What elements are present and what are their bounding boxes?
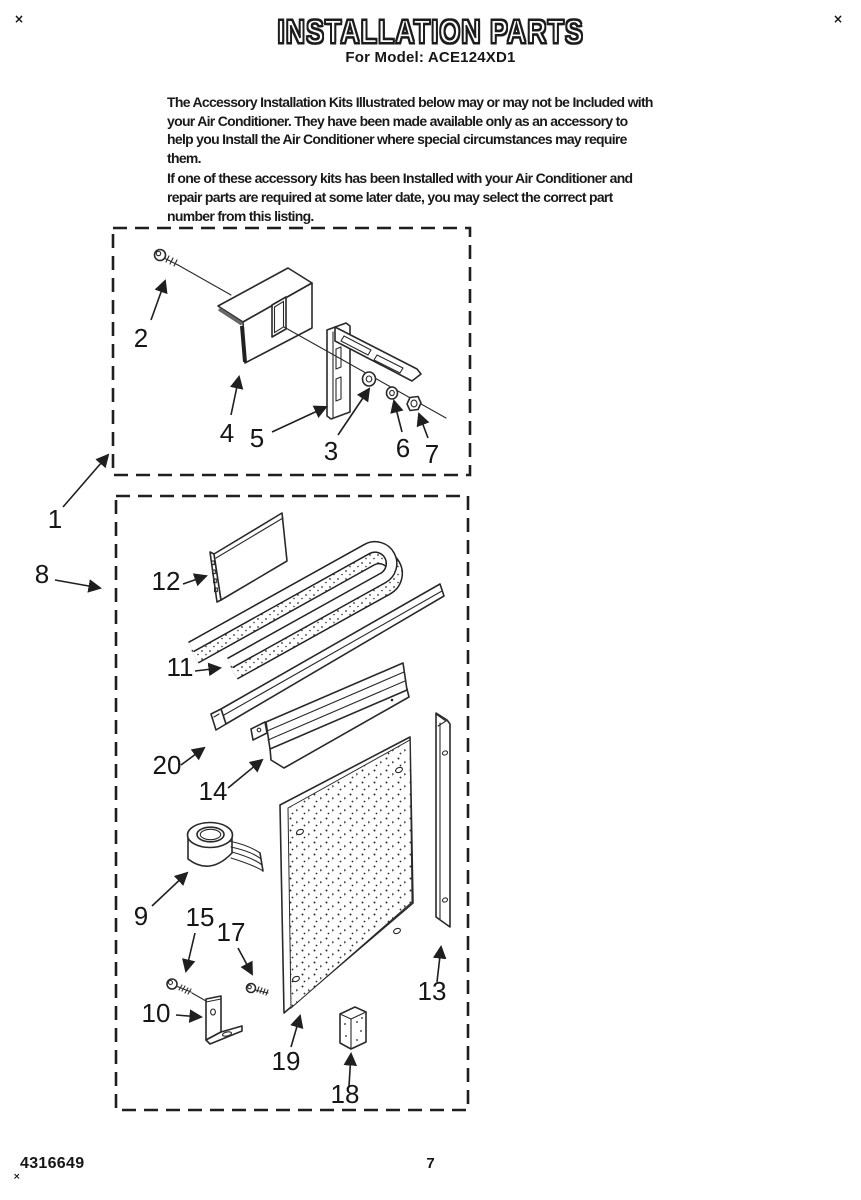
callout-3: 3 (323, 436, 339, 466)
callout-8-arrow (55, 580, 100, 588)
callout-10: 10 (141, 998, 171, 1028)
page-title: INSTALLATION PARTS (277, 13, 584, 50)
part-9-foam-tape-roll (188, 823, 264, 872)
part-3-washer (363, 372, 376, 386)
callout-17: 17 (216, 917, 246, 947)
callout-8: 8 (34, 559, 50, 589)
callout-14: 14 (198, 776, 228, 806)
callout-13: 13 (417, 976, 447, 1006)
callout-6-arrow (394, 401, 402, 432)
callout-10-arrow (176, 1015, 201, 1017)
callout-1-arrow (63, 455, 108, 507)
callout-19: 19 (271, 1046, 301, 1076)
intro-line: The Accessory Installation Kits Illustrated below may or may not be Included with (167, 94, 653, 110)
callout-7: 7 (424, 439, 440, 469)
document-number: 4316649 (20, 1155, 85, 1172)
callout-12: 12 (151, 566, 181, 596)
part-15-screw (167, 979, 206, 1001)
registration-mark-top-right: × (833, 12, 844, 26)
callout-9: 9 (133, 901, 149, 931)
callout-2-arrow (151, 281, 165, 320)
callout-20: 20 (152, 750, 182, 780)
registration-mark-bottom-left: × (13, 1172, 21, 1182)
callout-4: 4 (219, 418, 235, 448)
callout-5: 5 (249, 423, 265, 453)
intro-line: repair parts are required at some later date, you may select the correct part (167, 188, 613, 205)
callout-11-arrow (195, 668, 220, 671)
part-2-screw (155, 250, 232, 296)
kit-1-group (48, 228, 470, 534)
callout-9-arrow (152, 873, 187, 906)
callout-15: 15 (185, 902, 215, 932)
callout-11: 11 (166, 652, 194, 682)
callout-20-arrow (181, 748, 204, 765)
callout-12-arrow (183, 576, 206, 584)
part-12-foam-sheet (210, 513, 287, 602)
callout-17-arrow (238, 948, 252, 974)
callout-18: 18 (330, 1079, 360, 1109)
intro-line: number from this listing. (167, 207, 314, 224)
intro-line: help you Install the Air Conditioner where special circumstances may require (167, 131, 627, 148)
callout-1: 1 (47, 504, 63, 534)
page-number: 7 (426, 1155, 435, 1172)
part-19-side-panel (280, 737, 413, 1013)
part-18-foam-block (340, 1007, 366, 1049)
callout-5-arrow (272, 407, 326, 432)
callout-7-arrow (419, 414, 428, 438)
callout-19-arrow (291, 1016, 300, 1047)
callout-6: 6 (395, 433, 411, 463)
part-13-support-strip (436, 713, 450, 927)
part-6-lock-washer (387, 387, 398, 399)
registration-mark-top-left: × (14, 12, 25, 26)
kit-8-group (35, 496, 468, 1110)
kit-1-boundary (113, 228, 470, 475)
intro-line: If one of these accessory kits has been Installed with your Air Conditioner and (167, 170, 633, 187)
callout-2: 2 (133, 323, 149, 353)
part-7-nut (407, 397, 421, 411)
intro-line: your Air Conditioner. They have been made available only as an accessory to (167, 112, 628, 129)
part-10-angle-bracket (206, 996, 242, 1044)
part-4-cover (218, 268, 312, 363)
callout-4-arrow (231, 377, 239, 415)
model-subtitle: For Model: ACE124XD1 (345, 49, 516, 66)
callout-14-arrow (228, 760, 262, 788)
intro-line: them. (167, 149, 201, 166)
callout-15-arrow (186, 933, 195, 971)
part-17-screw (247, 984, 269, 996)
